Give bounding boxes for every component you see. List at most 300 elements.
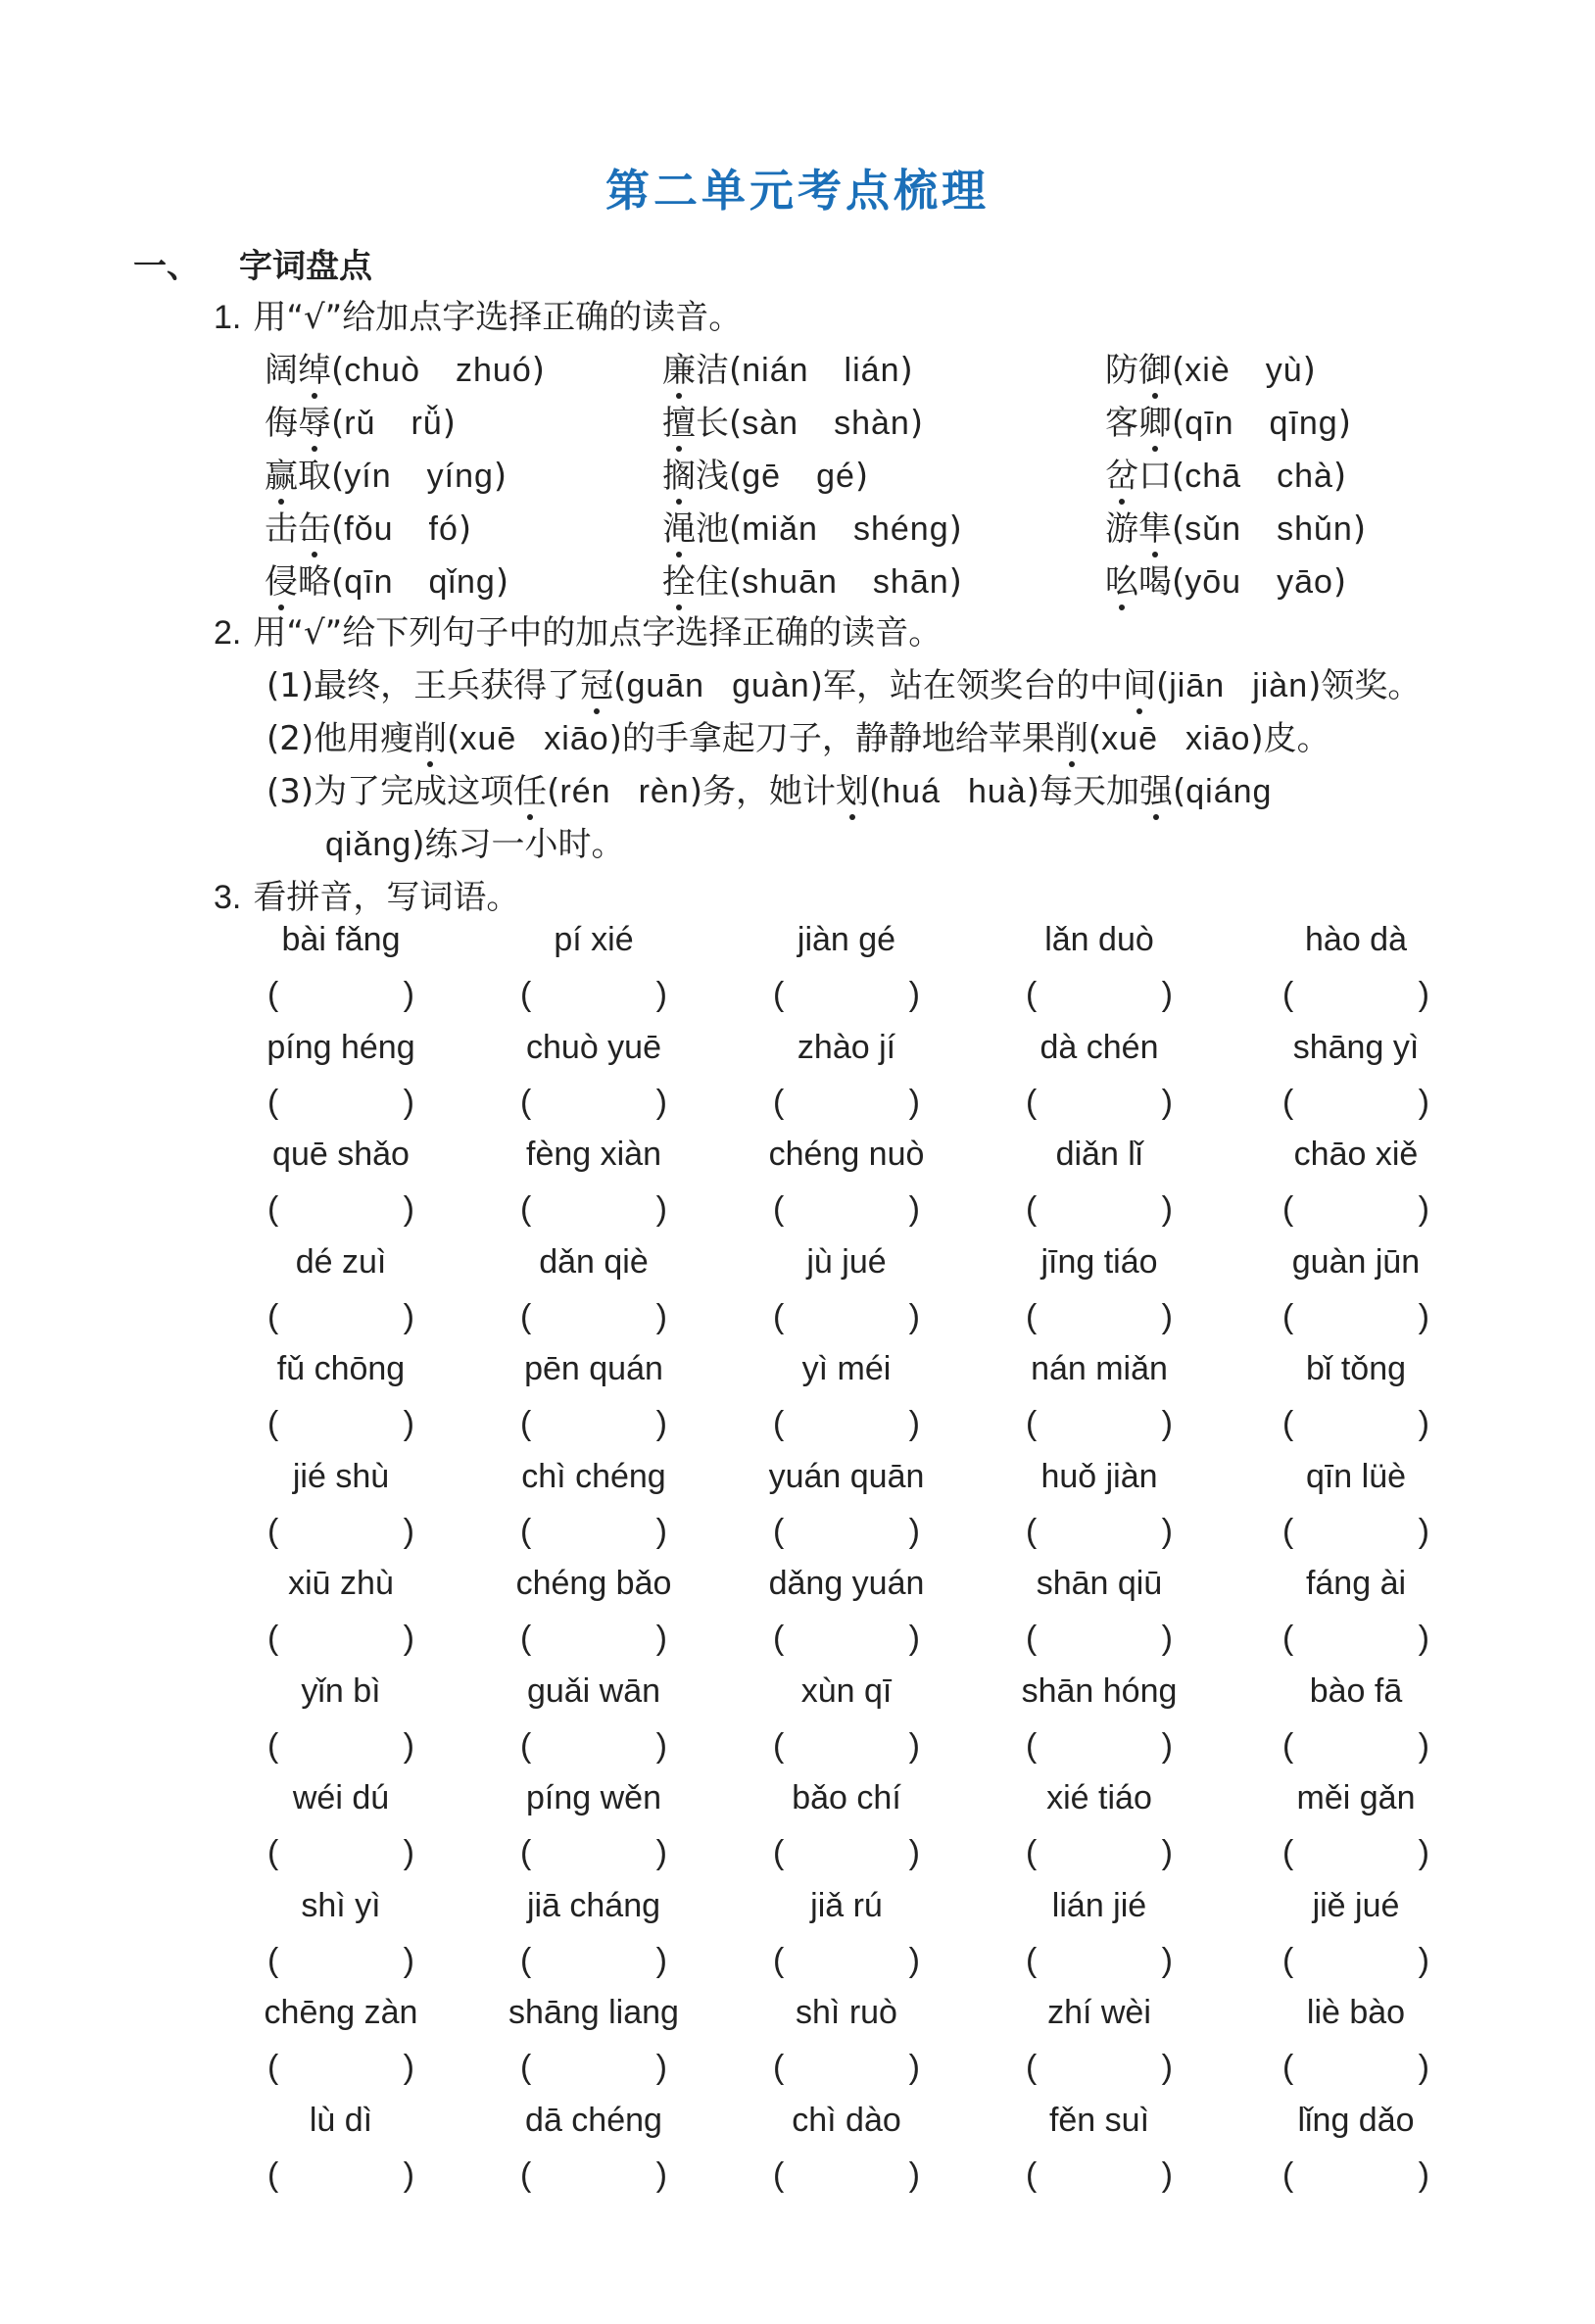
pinyin-label: zhí wèi [1047,1994,1151,2031]
answer-blank[interactable] [520,1190,667,1230]
answer-blank[interactable] [1282,1834,1429,1873]
open-paren: ( [1026,1405,1038,1442]
close-paren: ) [1418,1727,1429,1765]
sentence-text: )军，站在领奖台的中 [809,666,1123,705]
question-text: 用“√”给下列句子中的加点字选择正确的读音。 [253,613,942,653]
pinyin-label: huǒ jiàn [1040,1458,1158,1495]
answer-blank[interactable] [1026,1190,1173,1230]
word-char: 隼 [1138,509,1172,549]
close-paren: ) [655,1620,667,1657]
answer-blank[interactable] [267,1405,414,1444]
dotted-char: 削 [1054,719,1088,758]
option-a[interactable]: fǒu [344,510,394,548]
dotted-char: 划 [835,772,869,811]
pronunciation-item [265,396,456,444]
word-char: 客 [1105,404,1138,443]
option-a[interactable]: yōu [1184,563,1242,601]
pinyin-label: shān hóng [1021,1672,1178,1710]
open-paren: ( [267,1084,279,1121]
open-paren: ( [520,1084,532,1121]
pinyin-label: fǔ chōng [276,1350,406,1387]
pinyin-label: xié tiáo [1046,1779,1152,1816]
open-paren: ( [267,976,279,1013]
open-paren: ( [267,1513,279,1550]
open-paren: ( [1172,562,1185,602]
answer-blank[interactable] [520,1405,667,1444]
close-paren: ) [908,1298,920,1335]
open-paren: ( [1026,2049,1038,2086]
pronunciation-item [1105,343,1316,391]
open-paren: ( [267,2049,279,2086]
pronunciation-item [662,396,923,444]
section-label: 字词盘点 [239,247,372,286]
word-char: 喝 [1138,562,1172,602]
open-paren: ( [1155,666,1170,705]
pinyin-label: shì yì [301,1887,381,1924]
open-paren: ( [267,1727,279,1765]
open-paren: ( [729,351,743,390]
open-paren: ( [520,976,532,1013]
pronunciation-item [1105,396,1351,444]
answer-blank[interactable] [1026,1942,1173,1981]
answer-blank[interactable] [773,2156,920,2196]
open-paren: ( [1172,457,1185,496]
sentence-text: )练习一小时。 [411,825,625,864]
sentence-text: )皮。 [1250,719,1330,758]
pinyin-label: hào dà [1305,921,1407,958]
answer-blank[interactable] [1026,1405,1173,1444]
close-paren: ) [1161,1405,1173,1442]
close-paren: ) [1352,509,1367,549]
answer-blank[interactable] [773,976,920,1015]
pinyin-label: jié shù [292,1458,390,1495]
answer-blank[interactable] [520,1084,667,1123]
open-paren: ( [773,1084,785,1121]
open-paren: ( [267,1620,279,1657]
section-heading [133,239,372,287]
close-paren: ) [854,457,869,496]
close-paren: ) [655,2156,667,2194]
open-paren: ( [520,1513,532,1550]
close-paren: ) [655,1084,667,1121]
open-paren: ( [1026,1727,1038,1765]
close-paren: ) [495,562,509,602]
option-a[interactable]: nián [742,352,809,389]
answer-blank[interactable] [1282,1620,1429,1659]
answer-blank[interactable] [1282,1405,1429,1444]
close-paren: ) [655,1942,667,1979]
pinyin-label: jīng tiáo [1040,1243,1158,1281]
option-b[interactable]: rǚ [411,405,443,442]
open-paren: ( [1172,772,1186,811]
pronunciation-item [1105,502,1366,550]
open-paren: ( [1026,1298,1038,1335]
open-paren: ( [773,2156,785,2194]
option-a[interactable]: gē [742,458,782,495]
option-a[interactable]: guān [626,667,705,704]
pronunciation-item [265,502,471,550]
open-paren: ( [520,2049,532,2086]
word-char: 拴 [662,562,696,602]
dotted-char: 间 [1122,666,1156,705]
option-b[interactable]: yíng [426,458,494,495]
pinyin-label: dǎng yuán [768,1565,925,1602]
pinyin-label: chì chéng [521,1458,666,1495]
close-paren: ) [442,404,456,443]
pinyin-label: chuò yuē [526,1029,661,1066]
answer-blank[interactable] [267,1727,414,1767]
option-a[interactable]: yín [344,458,392,495]
answer-blank[interactable] [773,1834,920,1873]
option-b[interactable]: shān [872,563,949,601]
word-char: 搁 [662,457,696,496]
pinyin-label: bào fā [1309,1672,1403,1710]
open-paren: ( [1282,1620,1294,1657]
answer-blank[interactable] [773,1513,920,1552]
option-b[interactable]: xiāo [1185,720,1251,757]
pinyin-label: jiě jué [1312,1887,1400,1924]
answer-blank[interactable] [520,1513,667,1552]
option-a[interactable]: shuān [742,563,838,601]
pronunciation-item [265,343,545,391]
option-a[interactable]: chā [1184,458,1242,495]
sentence-3 [266,764,1272,812]
dotted-char: 冠 [580,666,614,705]
answer-blank[interactable] [267,1298,414,1337]
answer-blank[interactable] [1026,1084,1173,1123]
pinyin-label: jiā cháng [526,1887,661,1924]
close-paren: ) [1161,1834,1173,1871]
close-paren: ) [1302,351,1316,390]
close-paren: ) [1418,1298,1429,1335]
word-char: 洁 [696,351,729,390]
open-paren: ( [1172,509,1185,549]
option-b[interactable]: rèn [638,773,690,810]
pinyin-label: lián jié [1051,1887,1147,1924]
pinyin-label: měi gǎn [1296,1779,1416,1816]
open-paren: ( [520,1405,532,1442]
open-paren: ( [1282,1513,1294,1550]
close-paren: ) [655,1190,667,1228]
answer-blank[interactable] [267,2049,414,2088]
pinyin-label: guàn jūn [1291,1243,1421,1281]
open-paren: ( [331,404,345,443]
word-char: 吆 [1105,562,1138,602]
open-paren: ( [267,1834,279,1871]
close-paren: ) [403,1405,414,1442]
dotted-char: 强 [1138,772,1173,811]
close-paren: ) [1161,1298,1173,1335]
option-a[interactable]: qīn [344,563,394,601]
pinyin-label: wéi dú [292,1779,390,1816]
close-paren: ) [1161,2049,1173,2086]
option-a[interactable]: qīn [1184,405,1234,442]
option-a[interactable]: chuò [344,352,420,389]
option-b[interactable]: zhuó [456,352,532,389]
pinyin-label: qīn lüè [1305,1458,1407,1495]
answer-blank[interactable] [267,1834,414,1873]
open-paren: ( [773,1727,785,1765]
open-paren: ( [613,666,627,705]
question-text: 用“√”给加点字选择正确的读音。 [253,298,743,337]
open-paren: ( [1026,1620,1038,1657]
answer-blank[interactable] [267,1513,414,1552]
answer-blank[interactable] [267,1942,414,1981]
open-paren: ( [1282,2156,1294,2194]
option-b[interactable]: qīng [1269,405,1338,442]
answer-blank[interactable] [520,2156,667,2196]
word-char: 擅 [662,404,696,443]
pinyin-label: yǐn bì [301,1672,381,1710]
answer-blank[interactable] [773,1727,920,1767]
open-paren: ( [267,2156,279,2194]
open-paren: ( [729,404,743,443]
open-paren: ( [267,1298,279,1335]
answer-blank[interactable] [520,1942,667,1981]
open-paren: ( [1282,1190,1294,1228]
word-char: 岔 [1105,457,1138,496]
answer-blank[interactable] [1026,1727,1173,1767]
pinyin-label: yì méi [801,1350,892,1387]
answer-blank[interactable] [267,1190,414,1230]
close-paren: ) [1418,1084,1429,1121]
sentence-text: (2)他用瘦 [266,719,414,758]
close-paren: ) [948,509,962,549]
open-paren: ( [773,1513,785,1550]
word-char: 渑 [662,509,696,549]
option-a[interactable]: xuē [1101,720,1158,757]
answer-blank[interactable] [1282,976,1429,1015]
open-paren: ( [1172,351,1185,390]
answer-blank[interactable] [267,1620,414,1659]
word-char: 侵 [265,562,298,602]
close-paren: ) [655,1298,667,1335]
option-a[interactable]: rén [559,773,611,810]
answer-blank[interactable] [1282,1513,1429,1552]
answer-blank[interactable] [520,1727,667,1767]
option-a[interactable]: qiáng [1185,773,1273,810]
close-paren: ) [1418,2156,1429,2194]
close-paren: ) [403,1620,414,1657]
answer-blank[interactable] [520,1298,667,1337]
option-b[interactable]: chà [1277,458,1333,495]
option-b[interactable]: yù [1265,352,1303,389]
option-a[interactable]: rǔ [344,405,376,442]
open-paren: ( [773,1298,785,1335]
dotted-char: 削 [413,719,448,758]
answer-blank[interactable] [267,1084,414,1123]
word-char: 辱 [298,404,331,443]
close-paren: ) [1161,1942,1173,1979]
close-paren: ) [908,1834,920,1871]
pinyin-label: diǎn lǐ [1055,1136,1143,1173]
answer-blank[interactable] [520,1620,667,1659]
sentence-2 [266,711,1330,759]
option-a[interactable]: sǔn [1184,510,1242,548]
sentence-text: (3)为了完成这项 [266,772,514,811]
close-paren: ) [908,1513,920,1550]
answer-blank[interactable] [1282,1298,1429,1337]
option-b[interactable]: shàn [834,405,910,442]
close-paren: ) [948,562,962,602]
answer-blank[interactable] [520,1834,667,1873]
pinyin-label: píng wěn [526,1779,661,1816]
option-b[interactable]: huà [967,773,1027,810]
option-b[interactable]: shǔn [1277,510,1353,548]
open-paren: ( [331,509,345,549]
option-a[interactable]: xiè [1184,352,1231,389]
close-paren: ) [403,2156,414,2194]
open-paren: ( [331,457,345,496]
pinyin-label: chéng bǎo [515,1565,672,1602]
open-paren: ( [520,1942,532,1979]
open-paren: ( [729,509,743,549]
answer-blank[interactable] [520,2049,667,2088]
close-paren: ) [1418,976,1429,1013]
option-b[interactable]: xiāo [544,720,609,757]
answer-blank[interactable] [267,2156,414,2196]
pinyin-label: bǎo chí [792,1779,901,1816]
open-paren: ( [520,1727,532,1765]
option-a[interactable]: xuē [459,720,517,757]
open-paren: ( [1282,976,1294,1013]
word-char: 御 [1138,351,1172,390]
option-b[interactable]: qiǎng [325,826,412,863]
pinyin-label: jù jué [806,1243,887,1281]
pronunciation-item [662,502,962,550]
answer-blank[interactable] [773,2049,920,2088]
pinyin-label: fáng ài [1305,1565,1407,1602]
open-paren: ( [1026,1084,1038,1121]
word-char: 取 [298,457,331,496]
pronunciation-item [1105,555,1346,603]
answer-blank[interactable] [773,1620,920,1659]
answer-blank[interactable] [773,1405,920,1444]
dotted-char: 任 [513,772,548,811]
pinyin-label: xùn qī [800,1672,893,1710]
close-paren: ) [1332,457,1347,496]
open-paren: ( [1026,1513,1038,1550]
answer-blank[interactable] [1282,2156,1429,2196]
open-paren: ( [1172,404,1185,443]
open-paren: ( [331,351,345,390]
answer-blank[interactable] [1282,1084,1429,1123]
close-paren: ) [1418,1620,1429,1657]
close-paren: ) [1418,1190,1429,1228]
option-a[interactable]: miǎn [742,510,818,548]
close-paren: ) [403,1727,414,1765]
answer-blank[interactable] [267,976,414,1015]
answer-blank[interactable] [1026,1620,1173,1659]
sentence-text: )的手拿起刀子，静静地给苹果 [608,719,1055,758]
option-b[interactable]: shéng [852,510,949,548]
answer-blank[interactable] [1282,2049,1429,2088]
answer-blank[interactable] [1026,1298,1173,1337]
option-b[interactable]: jiàn [1252,667,1309,704]
option-a[interactable]: jiān [1169,667,1226,704]
option-a[interactable]: huá [882,773,941,810]
answer-blank[interactable] [1026,2156,1173,2196]
word-char: 略 [298,562,331,602]
close-paren: ) [458,509,472,549]
pinyin-label: dā chéng [525,2102,662,2139]
answer-blank[interactable] [1282,1942,1429,1981]
pronunciation-item [662,555,962,603]
close-paren: ) [899,351,913,390]
close-paren: ) [655,1405,667,1442]
question-number: 1. [214,299,242,336]
word-char: 绰 [298,351,331,390]
option-b[interactable]: lián [844,352,900,389]
open-paren: ( [1282,1942,1294,1979]
answer-blank[interactable] [1026,1834,1173,1873]
pinyin-label: shāng yì [1292,1029,1420,1066]
answer-blank[interactable] [1282,1727,1429,1767]
answer-blank[interactable] [1026,2049,1173,2088]
pinyin-label: chēng zàn [264,1994,418,2031]
open-paren: ( [331,562,345,602]
answer-blank[interactable] [1026,976,1173,1015]
question-number: 3. [214,879,242,916]
close-paren: ) [908,1942,920,1979]
answer-blank[interactable] [520,976,667,1015]
close-paren: ) [908,1405,920,1442]
pinyin-label: shān qiū [1036,1565,1163,1602]
open-paren: ( [520,1834,532,1871]
close-paren: ) [908,2156,920,2194]
close-paren: ) [655,1727,667,1765]
pinyin-label: lǎn duò [1044,921,1154,958]
option-b[interactable]: guàn [732,667,810,704]
answer-blank[interactable] [1282,1190,1429,1230]
option-a[interactable]: sàn [742,405,799,442]
option-b[interactable]: qǐng [428,563,496,601]
close-paren: ) [655,1513,667,1550]
open-paren: ( [773,1942,785,1979]
answer-blank[interactable] [773,1190,920,1230]
answer-blank[interactable] [773,1942,920,1981]
open-paren: ( [773,1834,785,1871]
word-char: 长 [696,404,729,443]
answer-blank[interactable] [773,1084,920,1123]
open-paren: ( [520,1620,532,1657]
option-b[interactable]: fó [428,510,459,548]
answer-blank[interactable] [773,1298,920,1337]
sentence-1 [266,658,1421,706]
pinyin-label: quē shǎo [272,1136,410,1173]
open-paren: ( [773,1190,785,1228]
option-b[interactable]: gé [816,458,855,495]
word-char: 住 [696,562,729,602]
pinyin-label: bǐ tǒng [1305,1350,1407,1387]
pinyin-label: guǎi wān [526,1672,661,1710]
open-paren: ( [773,976,785,1013]
word-char: 池 [696,509,729,549]
answer-blank[interactable] [1026,1513,1173,1552]
word-char: 缶 [298,509,331,549]
close-paren: ) [908,1727,920,1765]
question-3-prompt [214,870,519,918]
open-paren: ( [773,2049,785,2086]
sentence-text: )务，她计 [689,772,836,811]
pinyin-label: lù dì [309,2102,373,2139]
option-b[interactable]: yāo [1277,563,1333,601]
pinyin-label: dǎn qiè [539,1243,649,1281]
close-paren: ) [1418,2049,1429,2086]
pinyin-label: shì ruò [796,1994,897,2031]
close-paren: ) [1161,1190,1173,1228]
open-paren: ( [729,457,743,496]
